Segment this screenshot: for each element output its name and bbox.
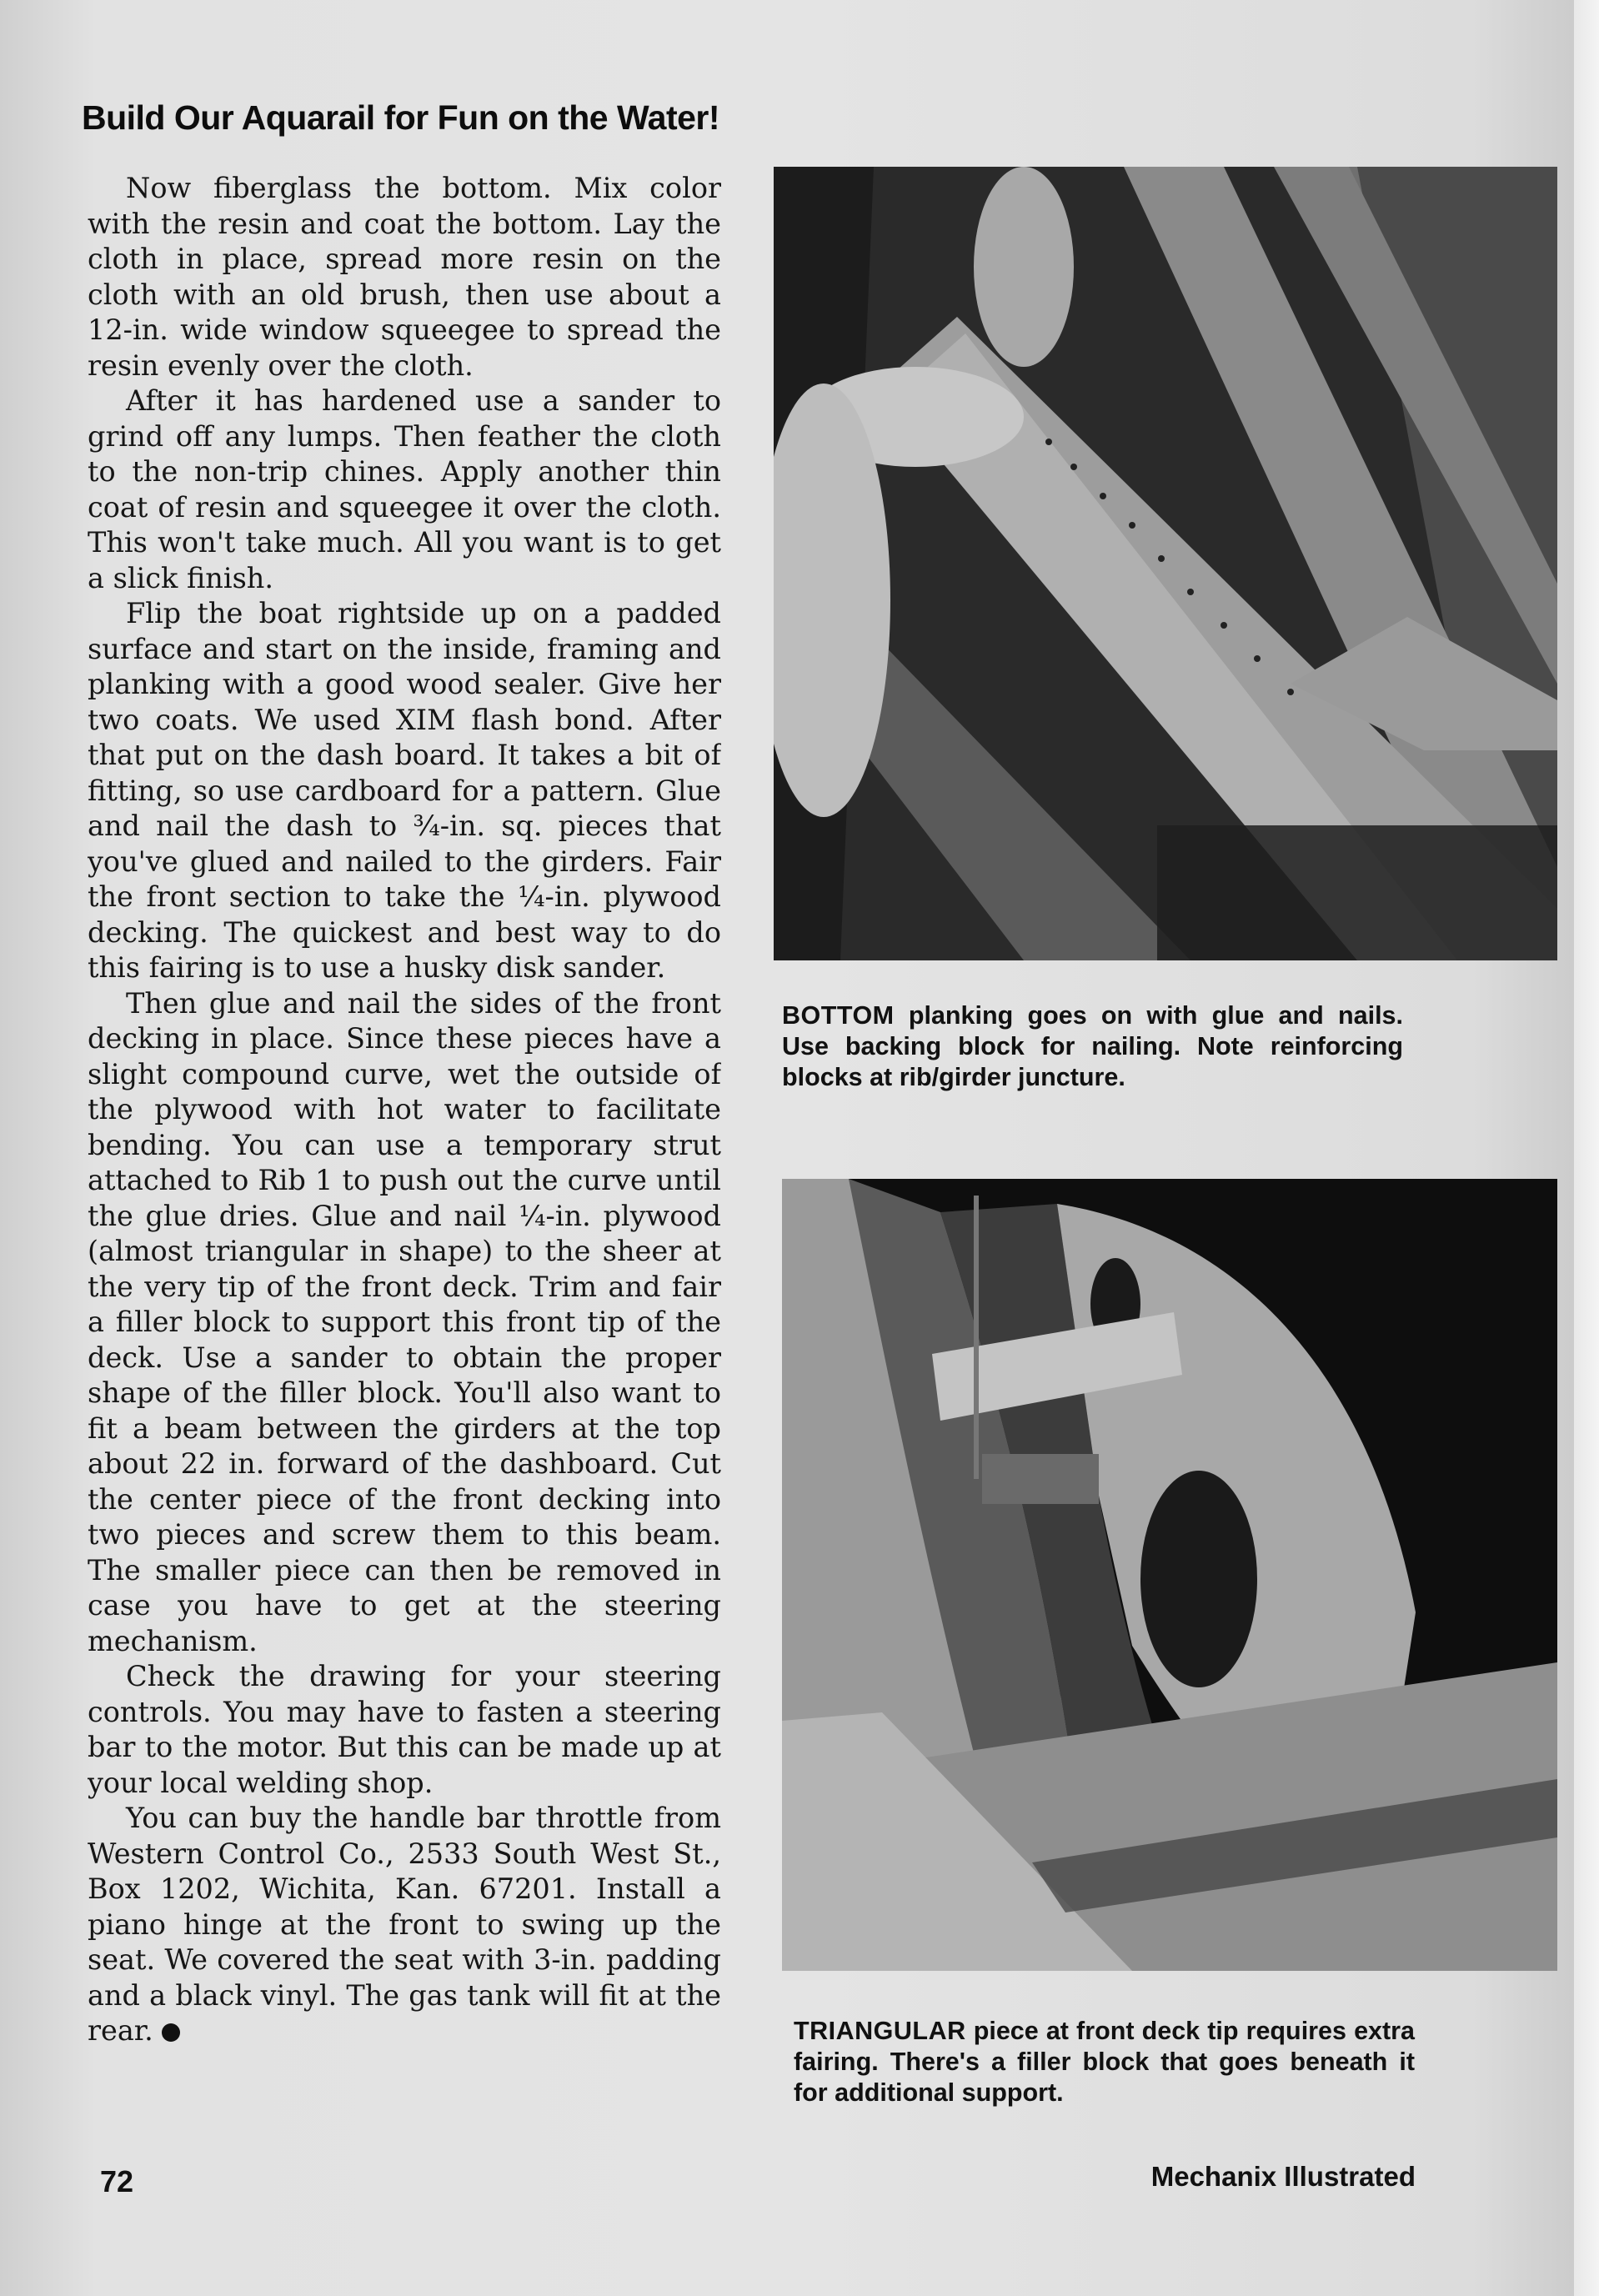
caption-bottom-planking	[782, 1000, 1403, 1093]
caption-triangular-piece	[794, 2016, 1415, 2108]
paragraph-1: Now fiberglass the bottom. Mix color with the resin and coat the bottom. Lay the cloth in place, spread more resin on the cloth with an old brush, then use about a 12-in. wide window squeegee to spread the resin evenly over the cloth.	[88, 172, 721, 382]
paragraph-3: Flip the boat rightside up on a padded surface and start on the inside, framing and planking with a good wood sealer. Give her two coats. We used XIM flash bond. After that put on the dash board. It takes a bit of fitting, so use cardboard for a pattern. Glue and nail the dash to ¾-in. sq. pieces that you've glued and nailed to the girders. Fair the front section to take the ¼-in. plywood decking. The quickest and best way to do this fairing is to use a husky disk sander.	[88, 597, 721, 984]
photo-bottom-planking	[774, 167, 1557, 960]
caption-2-lead: TRIANGULAR	[794, 2017, 966, 2045]
page-number: 72	[100, 2164, 134, 2198]
magazine-name: Mechanix Illustrated	[1150, 2161, 1416, 2192]
photo-triangular-piece	[782, 1179, 1557, 1971]
caption-2-text: piece at front deck tip requires extra fairing. There's a filler block that goes beneath it for additional support.	[794, 2017, 1415, 2107]
page-edge	[1574, 0, 1599, 2296]
paragraph-2: After it has hardened use a sander to grind off any lumps. Then feather the cloth to the non-trip chines. Apply another thin coat of resin and squeegee it over the cloth. This won't take much. All you want is to get a slick finish.	[88, 384, 721, 594]
end-mark-icon	[162, 2023, 180, 2042]
paragraph-6	[88, 1801, 721, 2049]
caption-1-text: planking goes on with glue and nails. Use backing block for nailing. Note reinforcing blocks at rib/girder juncture.	[782, 1001, 1403, 1091]
paragraph-5: Check the drawing for your steering controls. You may have to fasten a steering bar to the motor. But this can be made up at your local welding shop.	[88, 1660, 721, 1799]
paragraph-6-text: You can buy the handle bar throttle from Western Control Co., 2533 South West St., Box 1202, Wichita, Kan. 67201. Install a piano hinge at the front to swing up the seat. We covered the seat with 3-in. padding and a black vinyl. The gas tank will fit at the rear.	[88, 1802, 721, 2047]
article-title: Build Our Aquarail for Fun on the Water!	[82, 98, 720, 137]
caption-1-lead: BOTTOM	[782, 1001, 895, 1030]
paragraph-4: Then glue and nail the sides of the front decking in place. Since these pieces have a slight compound curve, wet the outside of the plywood with hot water to facilitate bending. You can use a temporary strut attached to Rib 1 to push out the curve until the glue dries. Glue and nail ¼-in. plywood (almost triangular in shape) to the sheer at the very tip of the front deck. Trim and fair a filler block to support this front tip of the deck. Use a sander to obtain the proper shape of the filler block. You'll also want to fit a beam between the girders at the top about 22 in. forward of the dashboard. Cut the center piece of the front decking into two pieces and screw them to this beam. The smaller piece can then be removed in case you have to get at the steering mechanism.	[88, 986, 721, 1657]
article-body	[88, 171, 721, 2122]
